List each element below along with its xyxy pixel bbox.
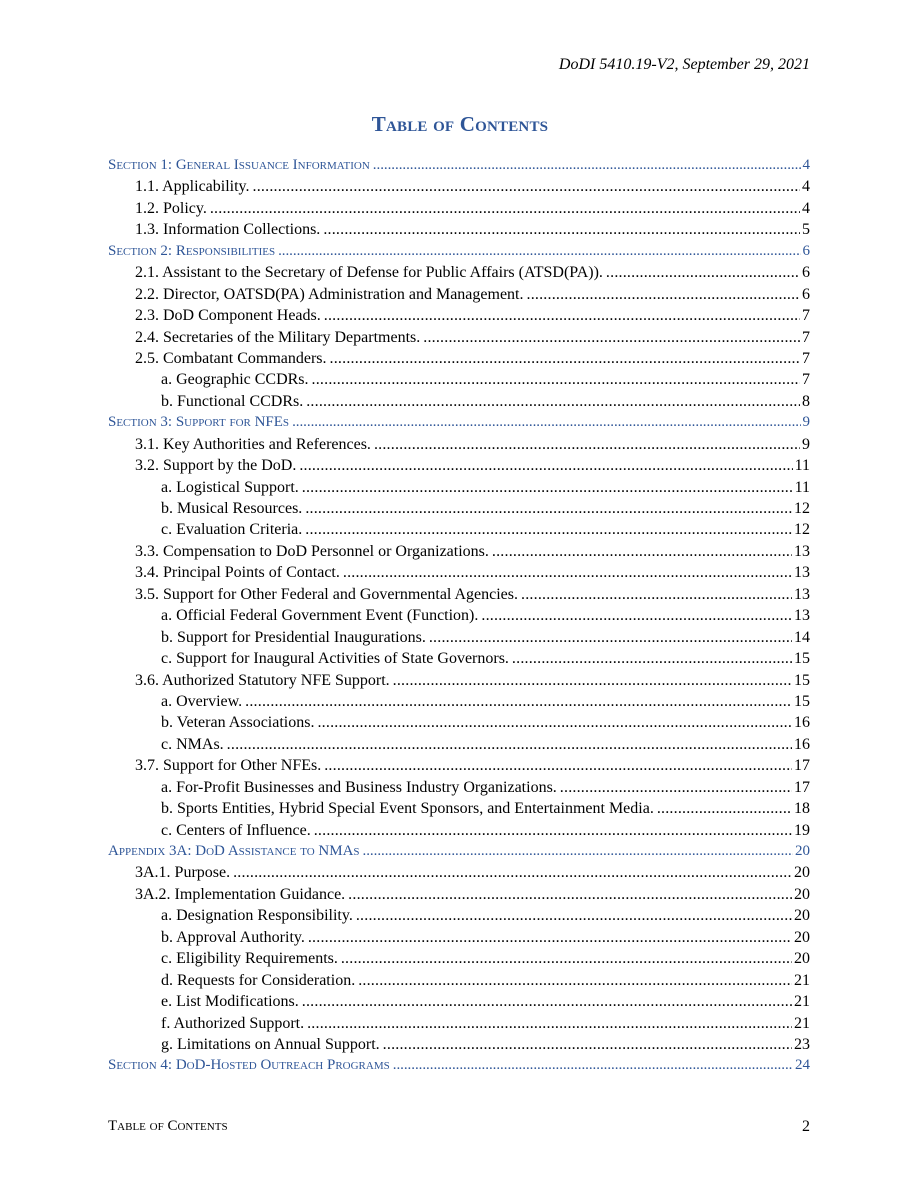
toc-entry[interactable] <box>108 820 810 841</box>
toc-page-number: 20 <box>795 843 810 859</box>
toc-dot-leader <box>307 1013 792 1034</box>
toc-page-number: 13 <box>794 585 810 603</box>
toc-entry[interactable] <box>108 755 810 776</box>
toc-entry-title: b. Veteran Associations. <box>161 714 315 732</box>
toc-entry[interactable] <box>108 648 810 669</box>
toc-entry[interactable] <box>108 862 810 883</box>
toc-dot-leader <box>560 777 792 798</box>
toc-entry[interactable] <box>108 369 810 390</box>
toc-entry-title: c. Centers of Influence. <box>161 821 311 839</box>
toc-entry[interactable] <box>108 948 810 969</box>
toc-dot-leader <box>227 734 792 755</box>
toc-entry-title: 3.7. Support for Other NFEs. <box>135 757 322 775</box>
toc-dot-leader <box>245 691 792 712</box>
toc-page-number: 15 <box>794 692 810 710</box>
toc-entry-title: 3.4. Principal Points of Contact. <box>135 564 340 582</box>
toc-page-number: 15 <box>794 671 810 689</box>
toc-entry[interactable] <box>108 670 810 691</box>
toc-section-entry[interactable] <box>108 841 810 862</box>
toc-page-number: 15 <box>794 650 810 668</box>
toc-entry[interactable] <box>108 198 810 219</box>
toc-entry[interactable] <box>108 991 810 1012</box>
toc-page-number: 11 <box>794 457 810 475</box>
toc-page-number: 20 <box>794 950 810 968</box>
toc-page-number: 4 <box>802 178 810 196</box>
page-title: Table of Contents <box>371 112 549 136</box>
toc-entry[interactable] <box>108 477 810 498</box>
toc-dot-leader <box>358 970 792 991</box>
toc-entry-title: 2.5. Combatant Commanders. <box>135 349 327 367</box>
toc-dot-leader <box>657 798 792 819</box>
toc-page-number: 6 <box>802 242 810 259</box>
toc-entry-title: 3.1. Key Authorities and References. <box>135 435 371 453</box>
toc-entry-title: b. Approval Authority. <box>161 928 305 946</box>
toc-dot-leader <box>423 327 800 348</box>
toc-page-number: 20 <box>794 928 810 946</box>
toc-page-number: 13 <box>794 564 810 582</box>
toc-entry[interactable] <box>108 1013 810 1034</box>
toc-dot-leader <box>393 1055 793 1076</box>
toc-dot-leader <box>317 712 792 733</box>
toc-entry-title: 2.4. Secretaries of the Military Departments. <box>135 328 421 346</box>
toc-dot-leader <box>314 820 792 841</box>
toc-entry-title: Section 2: Responsibilities <box>108 242 276 259</box>
toc-entry-title: e. List Modifications. <box>161 993 299 1011</box>
toc-dot-leader <box>356 905 792 926</box>
toc-page-number: 9 <box>802 435 810 453</box>
toc-entry[interactable] <box>108 434 810 455</box>
toc-dot-leader <box>521 584 792 605</box>
toc-dot-leader <box>292 412 800 433</box>
toc-entry-title: Section 1: General Issuance Information <box>108 157 370 173</box>
toc-entry-title: a. Logistical Support. <box>161 478 299 496</box>
toc-entry-title: 2.2. Director, OATSD(PA) Administration and Management. <box>135 285 524 303</box>
toc-dot-leader <box>348 884 792 905</box>
toc-dot-leader <box>302 477 793 498</box>
toc-dot-leader <box>308 927 792 948</box>
toc-entry[interactable] <box>108 176 810 197</box>
toc-entry[interactable] <box>108 605 810 626</box>
table-of-contents <box>108 155 810 1077</box>
toc-dot-leader <box>374 434 800 455</box>
toc-entry-title: b. Sports Entities, Hybrid Special Event Sponsors, and Entertainment Media. <box>161 800 654 818</box>
toc-entry-title: b. Support for Presidential Inaugurations. <box>161 628 426 646</box>
toc-entry-title: a. Geographic CCDRs. <box>161 371 309 389</box>
toc-dot-leader <box>305 498 792 519</box>
toc-page-number: 9 <box>802 414 810 431</box>
toc-entry-title: a. Overview. <box>161 692 243 710</box>
toc-entry[interactable] <box>108 562 810 583</box>
toc-entry-title: 2.1. Assistant to the Secretary of Defense for Public Affairs (ATSD(PA)). <box>135 264 603 282</box>
toc-entry-title: 2.3. DoD Component Heads. <box>135 307 321 325</box>
toc-entry-title: 3A.1. Purpose. <box>135 864 231 882</box>
toc-entry[interactable] <box>108 541 810 562</box>
toc-dot-leader <box>383 1034 792 1055</box>
toc-section-entry[interactable] <box>108 1055 810 1076</box>
toc-entry[interactable] <box>108 284 810 305</box>
toc-entry-title: 3.2. Support by the DoD. <box>135 457 297 475</box>
toc-dot-leader <box>306 391 800 412</box>
toc-dot-leader <box>302 991 792 1012</box>
toc-entry[interactable] <box>108 734 810 755</box>
toc-entry[interactable] <box>108 262 810 283</box>
toc-page-number: 21 <box>794 1014 810 1032</box>
toc-page-number: 5 <box>802 221 810 239</box>
toc-entry[interactable] <box>108 455 810 476</box>
toc-entry-title: b. Functional CCDRs. <box>161 392 304 410</box>
toc-entry-title: c. Support for Inaugural Activities of State Governors. <box>161 650 509 668</box>
toc-dot-leader <box>481 605 792 626</box>
toc-entry-title: a. Official Federal Government Event (Function). <box>161 607 479 625</box>
toc-entry[interactable] <box>108 905 810 926</box>
document-header: DoDI 5410.19-V2, September 29, 2021 <box>558 56 810 73</box>
toc-entry-title: b. Musical Resources. <box>161 500 303 517</box>
toc-dot-leader <box>312 369 800 390</box>
toc-entry-title: 3A.2. Implementation Guidance. <box>135 885 346 903</box>
toc-entry-title: c. NMAs. <box>161 735 224 753</box>
toc-dot-leader <box>343 562 792 583</box>
toc-entry[interactable] <box>108 348 810 369</box>
toc-page-number: 7 <box>802 328 810 346</box>
toc-page-number: 21 <box>794 971 810 989</box>
toc-entry-title: c. Eligibility Requirements. <box>161 950 338 968</box>
toc-entry[interactable] <box>108 519 810 540</box>
toc-dot-leader <box>324 305 800 326</box>
toc-page-number: 6 <box>802 285 810 303</box>
toc-page-number: 16 <box>794 714 810 732</box>
toc-page-number: 21 <box>794 993 810 1011</box>
toc-page-number: 13 <box>794 542 810 560</box>
toc-entry-title: 3.6. Authorized Statutory NFE Support. <box>135 671 390 689</box>
toc-page-number: 23 <box>794 1035 810 1053</box>
toc-dot-leader <box>278 241 800 262</box>
toc-entry-title: Section 4: DoD-Hosted Outreach Programs <box>108 1057 390 1074</box>
toc-entry-title: g. Limitations on Annual Support. <box>161 1035 380 1053</box>
toc-entry-title: a. Designation Responsibility. <box>161 907 353 925</box>
toc-dot-leader <box>305 519 792 540</box>
toc-page-number: 14 <box>794 628 810 646</box>
toc-page-number: 4 <box>802 199 810 217</box>
toc-entry-title: a. For-Profit Businesses and Business Industry Organizations. <box>161 778 557 796</box>
toc-page-number: 20 <box>794 907 810 925</box>
footer-page-number: 2 <box>802 1118 810 1135</box>
toc-entry[interactable] <box>108 219 810 240</box>
toc-entry[interactable] <box>108 327 810 348</box>
toc-entry[interactable] <box>108 584 810 605</box>
toc-page-number: 19 <box>794 821 810 839</box>
toc-entry-title: 3.3. Compensation to DoD Personnel or Organizations. <box>135 542 489 560</box>
toc-page-number: 7 <box>802 349 810 367</box>
toc-entry[interactable] <box>108 798 810 819</box>
toc-dot-leader <box>233 862 792 883</box>
toc-dot-leader <box>527 284 801 305</box>
toc-dot-leader <box>393 670 792 691</box>
toc-page-number: 7 <box>802 371 810 389</box>
toc-page-number: 11 <box>794 478 810 496</box>
toc-dot-leader <box>324 755 792 776</box>
toc-page-number: 8 <box>802 392 810 410</box>
toc-entry-title: 3.5. Support for Other Federal and Governmental Agencies. <box>135 585 519 603</box>
toc-dot-leader <box>606 262 800 283</box>
toc-entry[interactable] <box>108 712 810 733</box>
toc-dot-leader <box>323 219 800 240</box>
toc-entry-title: Appendix 3A: DoD Assistance to NMAs <box>108 843 360 859</box>
toc-entry[interactable] <box>108 927 810 948</box>
toc-entry[interactable] <box>108 1034 810 1055</box>
toc-entry-title: d. Requests for Consideration. <box>161 971 356 989</box>
toc-dot-leader <box>330 348 800 369</box>
toc-page-number: 18 <box>794 800 810 818</box>
toc-page-number: 13 <box>794 607 810 625</box>
toc-page-number: 12 <box>794 500 810 517</box>
toc-page-number: 17 <box>794 778 810 796</box>
toc-entry-title: c. Evaluation Criteria. <box>161 521 303 539</box>
footer-section-label: Table of Contents <box>108 1118 228 1134</box>
toc-entry[interactable] <box>108 691 810 712</box>
toc-page-number: 4 <box>802 157 810 173</box>
toc-dot-leader <box>341 948 792 969</box>
toc-page-number: 20 <box>794 864 810 882</box>
toc-page-number: 12 <box>794 521 810 539</box>
toc-section-entry[interactable] <box>108 241 810 262</box>
toc-dot-leader <box>299 455 792 476</box>
toc-section-entry[interactable] <box>108 412 810 433</box>
toc-dot-leader <box>373 155 801 176</box>
toc-page-number: 24 <box>795 1057 810 1074</box>
toc-entry[interactable] <box>108 970 810 991</box>
toc-entry[interactable] <box>108 391 810 412</box>
toc-entry[interactable] <box>108 305 810 326</box>
toc-entry[interactable] <box>108 498 810 519</box>
toc-page-number: 7 <box>802 307 810 325</box>
toc-dot-leader <box>492 541 792 562</box>
toc-entry-title: Section 3: Support for NFEs <box>108 414 290 431</box>
toc-page-number: 6 <box>802 264 810 282</box>
toc-entry[interactable] <box>108 777 810 798</box>
toc-page-number: 20 <box>794 885 810 903</box>
toc-dot-leader <box>363 841 793 862</box>
toc-dot-leader <box>210 198 800 219</box>
toc-entry-title: 1.3. Information Collections. <box>135 221 321 239</box>
toc-entry-title: 1.1. Applicability. <box>135 178 250 196</box>
toc-page-number: 17 <box>794 757 810 775</box>
toc-section-entry[interactable] <box>108 155 810 176</box>
toc-dot-leader <box>253 176 800 197</box>
toc-entry[interactable] <box>108 627 810 648</box>
toc-page-number: 16 <box>794 735 810 753</box>
toc-dot-leader <box>512 648 792 669</box>
toc-entry-title: 1.2. Policy. <box>135 199 207 217</box>
toc-entry[interactable] <box>108 884 810 905</box>
toc-entry-title: f. Authorized Support. <box>161 1014 305 1032</box>
toc-dot-leader <box>429 627 792 648</box>
